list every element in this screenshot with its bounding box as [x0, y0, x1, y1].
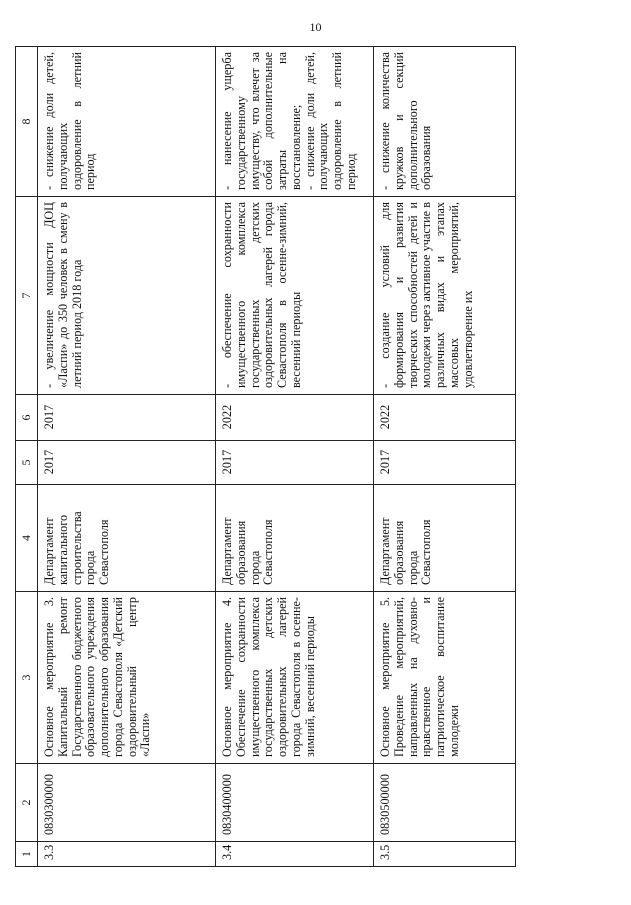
row-event: Основное мероприятие 4. Обеспечение сохранности имущественного комплекса государственных детских оздоровительных лагерей города Севастополя в осенне-зимний, весенний периоды — [216, 592, 374, 764]
row-start-year: 2017 — [216, 441, 374, 485]
table-row — [38, 47, 216, 867]
program-events-table — [15, 46, 516, 867]
table-row — [216, 47, 374, 867]
header-cell-8: 8 — [16, 47, 38, 197]
header-cell-3: 3 — [16, 592, 38, 764]
row-code: 0830400000 — [216, 764, 374, 842]
header-cell-6: 6 — [16, 395, 38, 441]
header-cell-1: 1 — [16, 842, 38, 867]
row-end-year: 2017 — [38, 395, 216, 441]
row-executor: Департамент образования города Севастополя — [374, 485, 516, 592]
row-consequences: - нанесение ущерба государственному имуществу, что влечет за собой дополнительные затраты на восстановление; - снижение доли детей, получающих оздоровление в летний период — [216, 47, 374, 197]
row-event: Основное мероприятие 5. Проведение мероприятий, направленных на духовно-нравственное и патриотическое воспитание молодежи — [374, 592, 516, 764]
header-cell-2: 2 — [16, 764, 38, 842]
header-cell-5: 5 — [16, 441, 38, 485]
row-result: - обеспечение сохранности имущественного комплекса государственных детских оздоровительных лагерей города Севастополя в осенне-зимний, весенний периоды — [216, 197, 374, 395]
rotated-table-container — [15, 47, 515, 867]
row-end-year: 2022 — [374, 395, 516, 441]
row-executor: Департамент образования города Севастополя — [216, 485, 374, 592]
header-cell-7: 7 — [16, 197, 38, 395]
header-cell-4: 4 — [16, 485, 38, 592]
row-consequences: - снижение доли детей, получающих оздоровление в летний период — [38, 47, 216, 197]
row-consequences: - снижение количества кружков и секций дополнительного образования — [374, 47, 516, 197]
row-number: 3.4 — [216, 842, 374, 867]
row-end-year: 2022 — [216, 395, 374, 441]
row-code: 0830300000 — [38, 764, 216, 842]
row-start-year: 2017 — [38, 441, 216, 485]
page-number: 10 — [309, 20, 322, 34]
table-row — [374, 47, 516, 867]
row-result: - создание условий для формирования и развития творческих способностей детей и молодежи через активное участие в различных видах и этапах массовых мероприятий, удовлетворение их — [374, 197, 516, 395]
table-header-row — [16, 47, 38, 867]
row-result: - увеличение мощности ДОЦ «Ласпи» до 350 человек в смену в летний период 2018 года — [38, 197, 216, 395]
row-executor: Департамент капитального строительства города Севастополя — [38, 485, 216, 592]
row-code: 0830500000 — [374, 764, 516, 842]
row-event: Основное мероприятие 3. Капитальный ремонт Государственного бюджетного образовательного учреждения дополнительного образования города Севастополя «Детский оздоровительный центр «Ласпи» — [38, 592, 216, 764]
row-start-year: 2017 — [374, 441, 516, 485]
row-number: 3.5 — [374, 842, 516, 867]
row-number: 3.3 — [38, 842, 216, 867]
